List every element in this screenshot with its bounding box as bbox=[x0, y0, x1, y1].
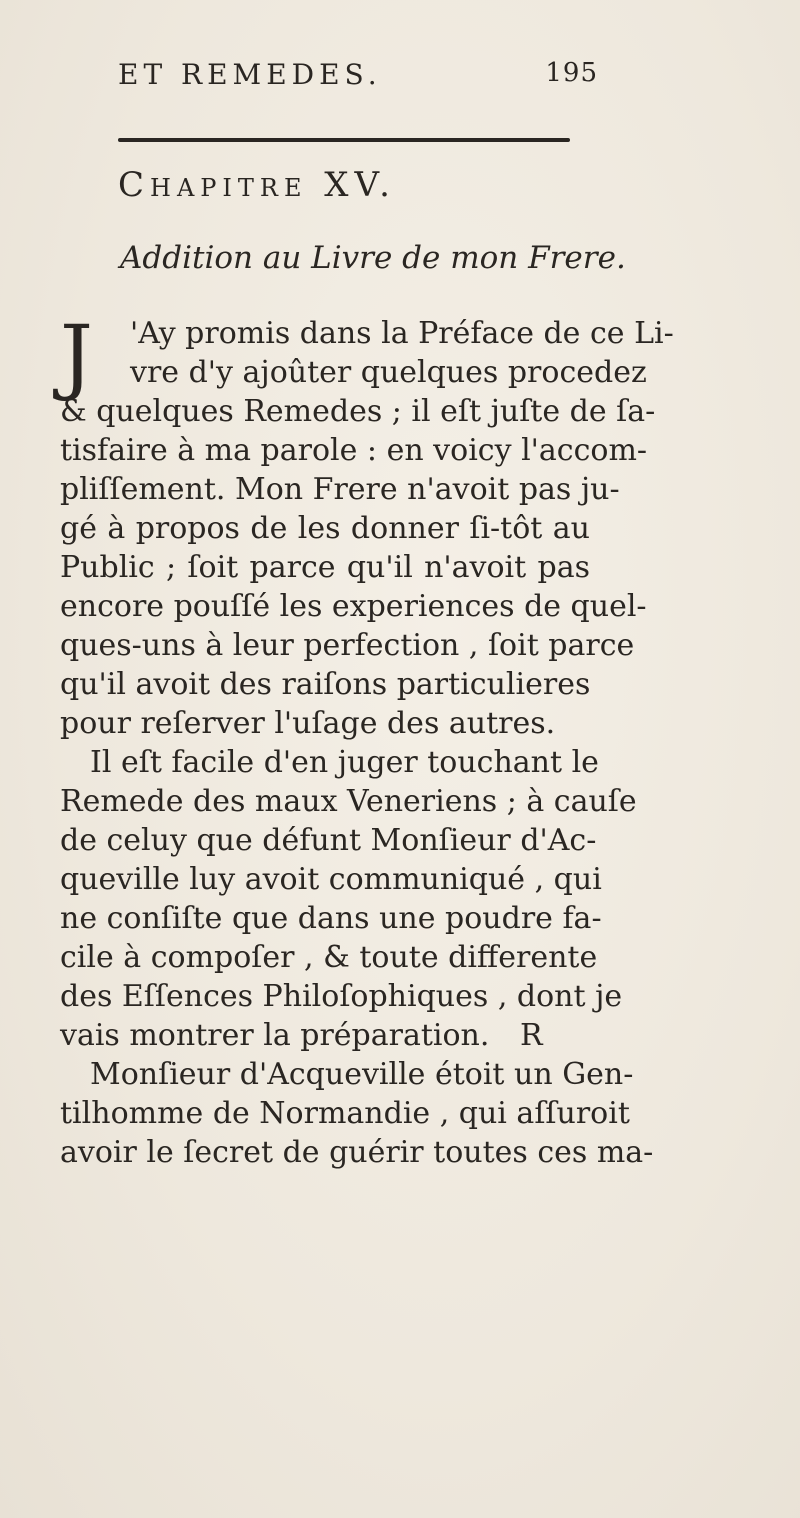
text-line: tilhomme de Normandie , qui aſſuroit bbox=[60, 1096, 630, 1131]
text-line: ne conſiſte que dans une poudre fa- bbox=[60, 901, 602, 936]
text-line: vre d'y ajoûter quelques procedez bbox=[130, 355, 647, 390]
text-line: Remede des maux Veneriens ; à cauſe bbox=[60, 784, 637, 819]
catchword: R bbox=[520, 1018, 543, 1053]
body-text bbox=[60, 309, 674, 1172]
text-line: cile à compoſer , & toute differente bbox=[60, 940, 598, 975]
text-line: tisfaire à ma parole : en voicy l'accom- bbox=[60, 433, 648, 468]
text-line: de celuy que défunt Monſieur d'Ac- bbox=[60, 823, 597, 858]
text-line: Public ; ſoit parce qu'il n'avoit pas bbox=[60, 550, 590, 585]
text-line: gé à propos de les donner ſi-tôt au bbox=[60, 511, 590, 546]
text-line: & quelques Remedes ; il eſt juſte de ſa- bbox=[60, 394, 656, 429]
header-rule bbox=[118, 138, 570, 142]
text-line: avoir le ſecret de guérir toutes ces ma- bbox=[60, 1135, 654, 1170]
text-line: Il eſt facile d'en juger touchant le bbox=[90, 745, 599, 780]
text-line: des Eſſences Philoſophiques , dont je bbox=[60, 979, 623, 1014]
drop-cap: J bbox=[60, 309, 93, 404]
text-line: pliſſement. Mon Frere n'avoit pas ju- bbox=[60, 472, 620, 507]
text-line: 'Ay promis dans la Préface de ce Li- bbox=[130, 316, 674, 351]
running-head bbox=[118, 50, 598, 100]
text-line: Monſieur d'Acqueville étoit un Gen- bbox=[90, 1057, 634, 1092]
text-line: encore pouſſé les experiences de quel- bbox=[60, 589, 647, 624]
page-number: 195 bbox=[545, 58, 598, 88]
running-title: ET REMEDES. bbox=[118, 58, 382, 91]
chapter-subtitle: Addition au Livre de mon Frere. bbox=[120, 240, 626, 276]
chapter-title: Chapitre XV. bbox=[118, 165, 396, 205]
text-line: pour reſerver l'uſage des autres. bbox=[60, 706, 556, 741]
text-line: queville luy avoit communiqué , qui bbox=[60, 862, 602, 897]
text-line: ques-uns à leur perfection , ſoit parce bbox=[60, 628, 635, 663]
text-line: vais montrer la préparation. bbox=[60, 1018, 490, 1053]
text-line: qu'il avoit des raiſons particulieres bbox=[60, 667, 591, 702]
